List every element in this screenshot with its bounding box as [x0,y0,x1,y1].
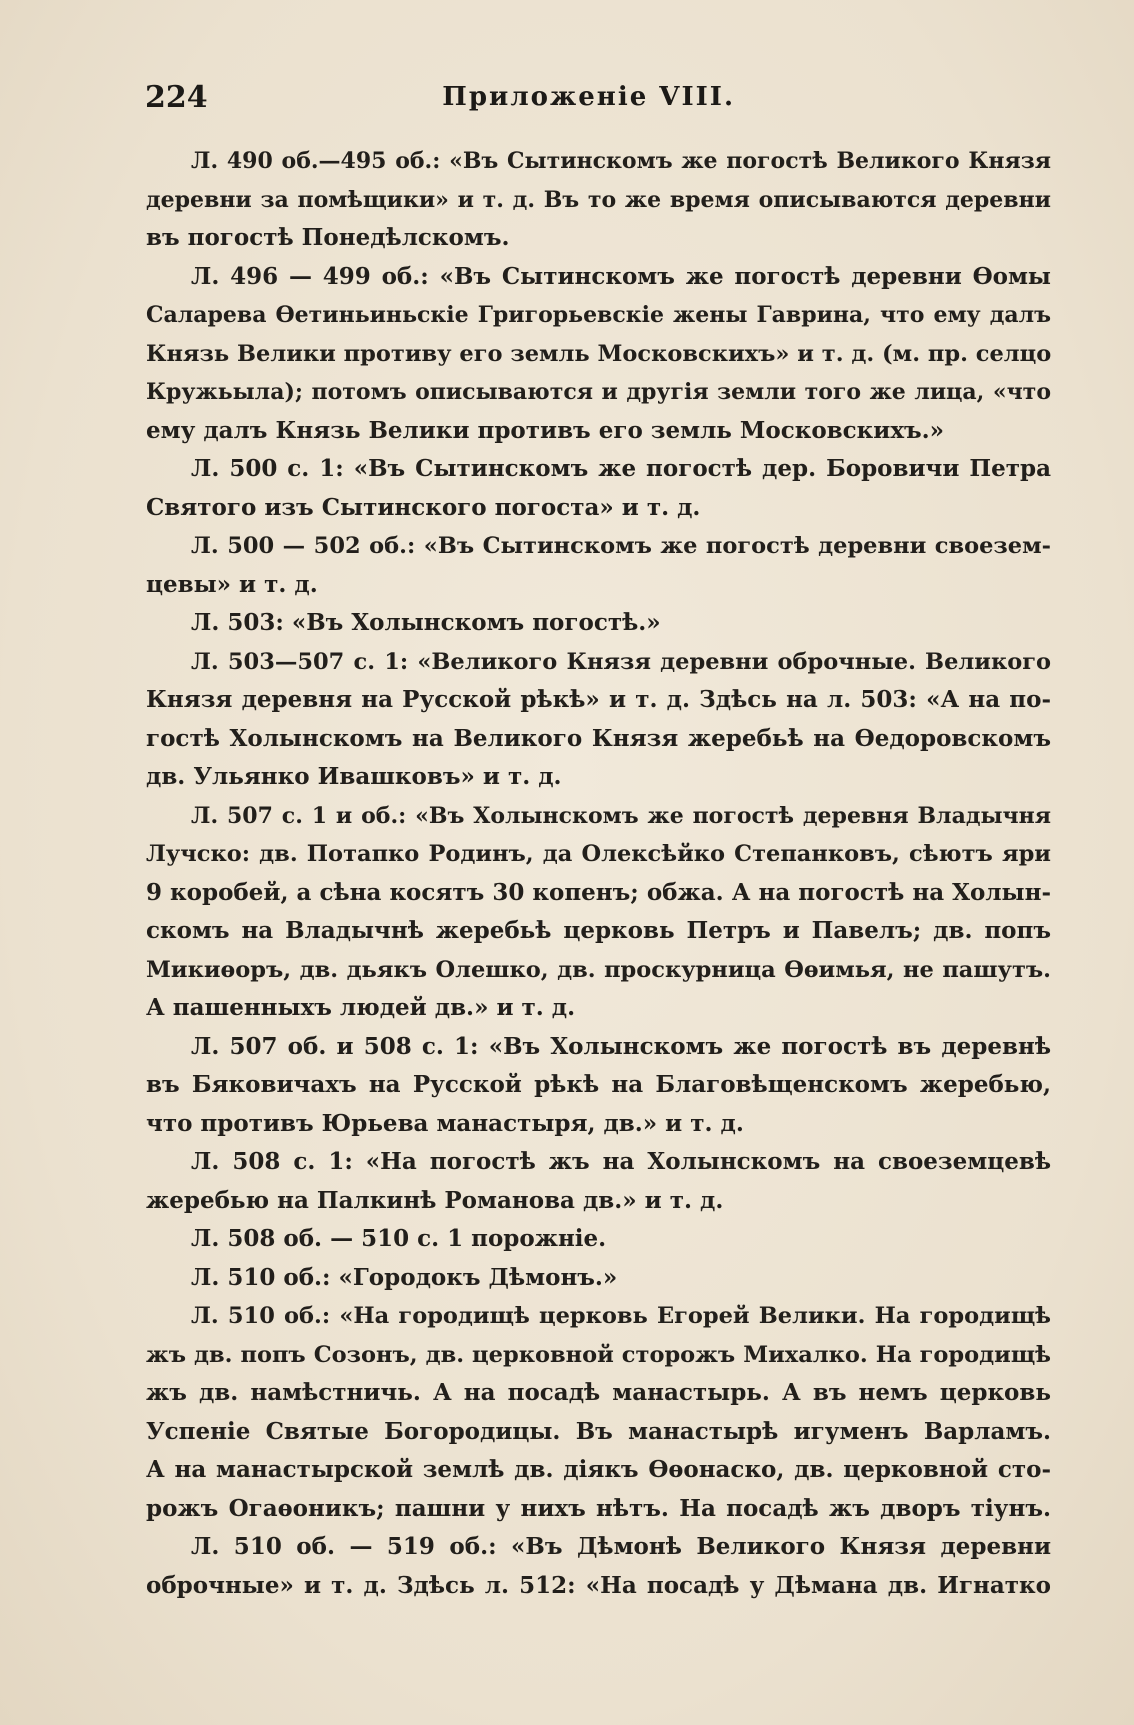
running-title: Приложеніе VIII. [442,82,735,112]
text-line: жъ дв. попъ Созонъ, дв. церковной сторожъ Михалко. На городищѣ [146,1341,1051,1368]
text-line: Князь Велики противу его земль Московскихъ» и т. д. (м. пр. селцо [146,340,1052,367]
text-line: деревни за помѣщики» и т. д. Въ то же время описываются деревни [146,186,1051,213]
text-line: что противъ Юрьева манастыря, дв.» и т. д. [146,1109,744,1137]
text-line: рожъ Огаѳоникъ; пашни у нихъ нѣтъ. На посадѣ жъ дворъ тіунъ. [146,1494,1051,1522]
text-line: гостѣ Холынскомъ на Великого Князя жеребьѣ на Ѳедоровскомъ [146,724,1051,752]
text-line: Л. 496 — 499 об.: «Въ Сытинскомъ же погостѣ деревни Ѳомы [191,262,1051,290]
text-line: Микиѳоръ, дв. дьякъ Олешко, дв. проскурница Ѳѳимья, не пашутъ. [146,956,1051,983]
text-line: Л. 503—507 с. 1: «Великого Князя деревни оброчные. Великого [191,648,1051,675]
body-text [146,142,1051,1605]
text-line: А пашенныхъ людей дв.» и т. д. [146,994,576,1021]
text-line: Успеніе Святые Богородицы. Въ манастырѣ игуменъ Варламъ. [146,1417,1051,1445]
page-header [145,80,735,120]
text-line: Святого изъ Сытинского погоста» и т. д. [146,493,701,521]
text-line: 9 коробей, а сѣна косятъ 30 копенъ; обжа. А на погостѣ на Холын- [146,878,1051,906]
text-line: ему далъ Князь Велики противъ его земль Московскихъ.» [146,416,945,444]
text-line: цевы» и т. д. [146,570,318,598]
text-line: Л. 507 с. 1 и об.: «Въ Холынскомъ же погостѣ деревня Владычня [191,802,1051,829]
text-line: Саларева Ѳетиньиньскіе Григорьевскіе жены Гаврина, что ему далъ [146,302,1051,328]
text-line: Л. 507 об. и 508 с. 1: «Въ Холынскомъ же погостѣ въ деревнѣ [191,1032,1051,1060]
text-line: жъ дв. намѣстничь. А на посадѣ манастырь. А въ немъ церковь [146,1379,1051,1406]
text-line: Л. 500 — 502 об.: «Въ Сытинскомъ же погостѣ деревни своезем- [191,533,1051,559]
text-line: скомъ на Владычнѣ жеребьѣ церковь Петръ и Павелъ; дв. попъ [146,917,1051,944]
page-number: 224 [145,80,208,115]
text-line: въ Бяковичахъ на Русской рѣкѣ на Благовѣщенскомъ жеребью, [146,1071,1051,1098]
text-line: Л. 500 с. 1: «Въ Сытинскомъ же погостѣ дер. Боровичи Петра [191,455,1051,482]
text-line: Кружьыла); потомъ описываются и другія земли того же лица, «что [146,379,1051,405]
text-line: Л. 503: «Въ Холынскомъ погостѣ.» [191,609,661,636]
text-line: А на манастырской землѣ дв. діякъ Ѳѳонаско, дв. церковной сто- [146,1456,1051,1483]
text-line: Л. 510 об.: «Городокъ Дѣмонъ.» [191,1263,618,1291]
text-line: Л. 510 об.: «На городищѣ церковь Егорей Велики. На городищѣ [191,1303,1051,1329]
text-line: Л. 510 об. — 519 об.: «Въ Дѣмонѣ Великого Князя деревни [191,1533,1051,1560]
text-line: жеребью на Палкинѣ Романова дв.» и т. д. [146,1186,724,1214]
text-line: Л. 508 об. — 510 с. 1 порожніе. [191,1225,607,1252]
text-line: оброчные» и т. д. Здѣсь л. 512: «На посадѣ у Дѣмана дв. Игнатко [146,1571,1051,1599]
text-line: Л. 490 об.—495 об.: «Въ Сытинскомъ же погостѣ Великого Князя [191,148,1051,174]
text-line: въ погостѣ Понедѣлскомъ. [146,224,510,251]
text-line: Лучско: дв. Потапко Родинъ, да Олексѣйко Степанковъ, сѣютъ яри [146,841,1051,867]
text-line: Л. 508 с. 1: «На погостѣ жъ на Холынскомъ на своеземцевѣ [191,1148,1051,1175]
text-line: Князя деревня на Русской рѣкѣ» и т. д. Здѣсь на л. 503: «А на по- [146,686,1051,713]
text-line: дв. Ульянко Ивашковъ» и т. д. [146,763,562,790]
